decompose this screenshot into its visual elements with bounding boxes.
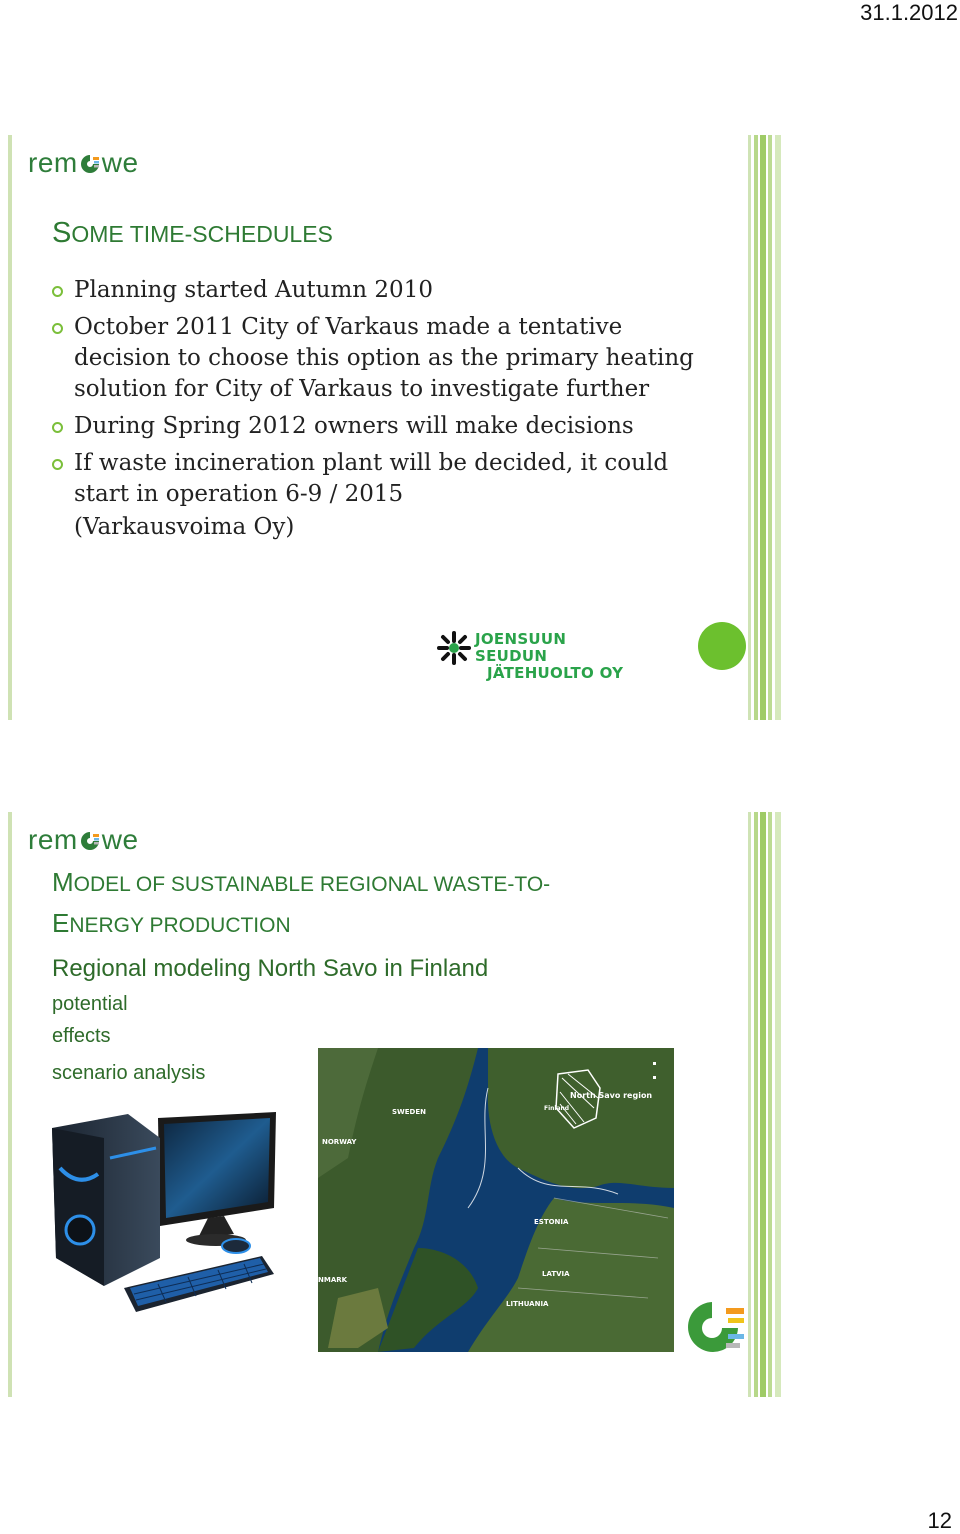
slide-left-border <box>8 135 12 720</box>
map-label-estonia: ESTONIA <box>534 1218 569 1226</box>
slide-right-stripes <box>748 812 784 1397</box>
logo-swirl-icon <box>79 827 101 849</box>
header-date: 31.1.2012 <box>860 0 958 25</box>
bullet-item: During Spring 2012 owners will make decisions <box>52 411 712 442</box>
map-label-lithuania: LITHUANIA <box>506 1300 549 1308</box>
logo-text-right: we <box>101 147 139 178</box>
list-item: potential <box>52 993 128 1015</box>
bullet-icon <box>52 323 63 334</box>
remowe-logo <box>28 824 139 856</box>
schedule-bullet-list <box>52 275 712 543</box>
remowe-swirl-icon <box>682 1298 748 1356</box>
map-label-finland: Finland <box>544 1105 570 1112</box>
slide-left-border <box>8 812 12 1397</box>
map-label-sweden: SWEDEN <box>392 1108 426 1116</box>
slide-sustainable-model <box>0 812 790 1397</box>
logo-text-right: we <box>101 824 139 855</box>
partner-logo-text: JOENSUUN SEUDUN JÄTEHUOLTO OY <box>475 630 624 682</box>
map-label-region: North Savo region <box>570 1091 653 1100</box>
slide1-title: SOME TIME-SCHEDULES <box>52 217 333 249</box>
page-number: 12 <box>927 1508 952 1533</box>
green-circle-icon <box>698 622 746 670</box>
bullet-item: October 2011 City of Varkaus made a tentative decision to choose this option as the primary heating solution for City of Varkaus to investigate further <box>52 312 712 405</box>
logo-swirl-icon <box>79 150 101 172</box>
computer-illustration <box>48 1108 278 1334</box>
logo-text-left: rem <box>28 147 78 178</box>
remowe-logo <box>28 147 139 179</box>
bullet-item: If waste incineration plant will be decided, it could start in operation 6-9 / 2015 <box>52 448 712 510</box>
logo-text-left: rem <box>28 824 78 855</box>
map-label-latvia: LATVIA <box>542 1270 570 1278</box>
slide2-title: MODEL OF SUSTAINABLE REGIONAL WASTE-TO- ENERGY PRODUCTION <box>52 867 551 938</box>
bullet-continuation: (Varkausvoima Oy) <box>74 514 295 540</box>
slide-time-schedules <box>0 135 790 720</box>
list-item: effects <box>52 1025 111 1047</box>
bullet-item: Planning started Autumn 2010 <box>52 275 712 306</box>
slide-right-stripes <box>748 135 784 720</box>
map-label-norway: NORWAY <box>322 1138 357 1146</box>
bullet-icon <box>52 286 63 297</box>
bullet-icon <box>52 422 63 433</box>
baltic-region-map <box>318 1048 674 1352</box>
slide2-subheading: Regional modeling North Savo in Finland <box>52 955 489 982</box>
map-label-denmark: NMARK <box>318 1276 348 1284</box>
list-item: scenario analysis <box>52 1062 206 1084</box>
sunburst-icon <box>437 631 471 665</box>
partner-logo <box>437 630 637 682</box>
bullet-icon <box>52 459 63 470</box>
